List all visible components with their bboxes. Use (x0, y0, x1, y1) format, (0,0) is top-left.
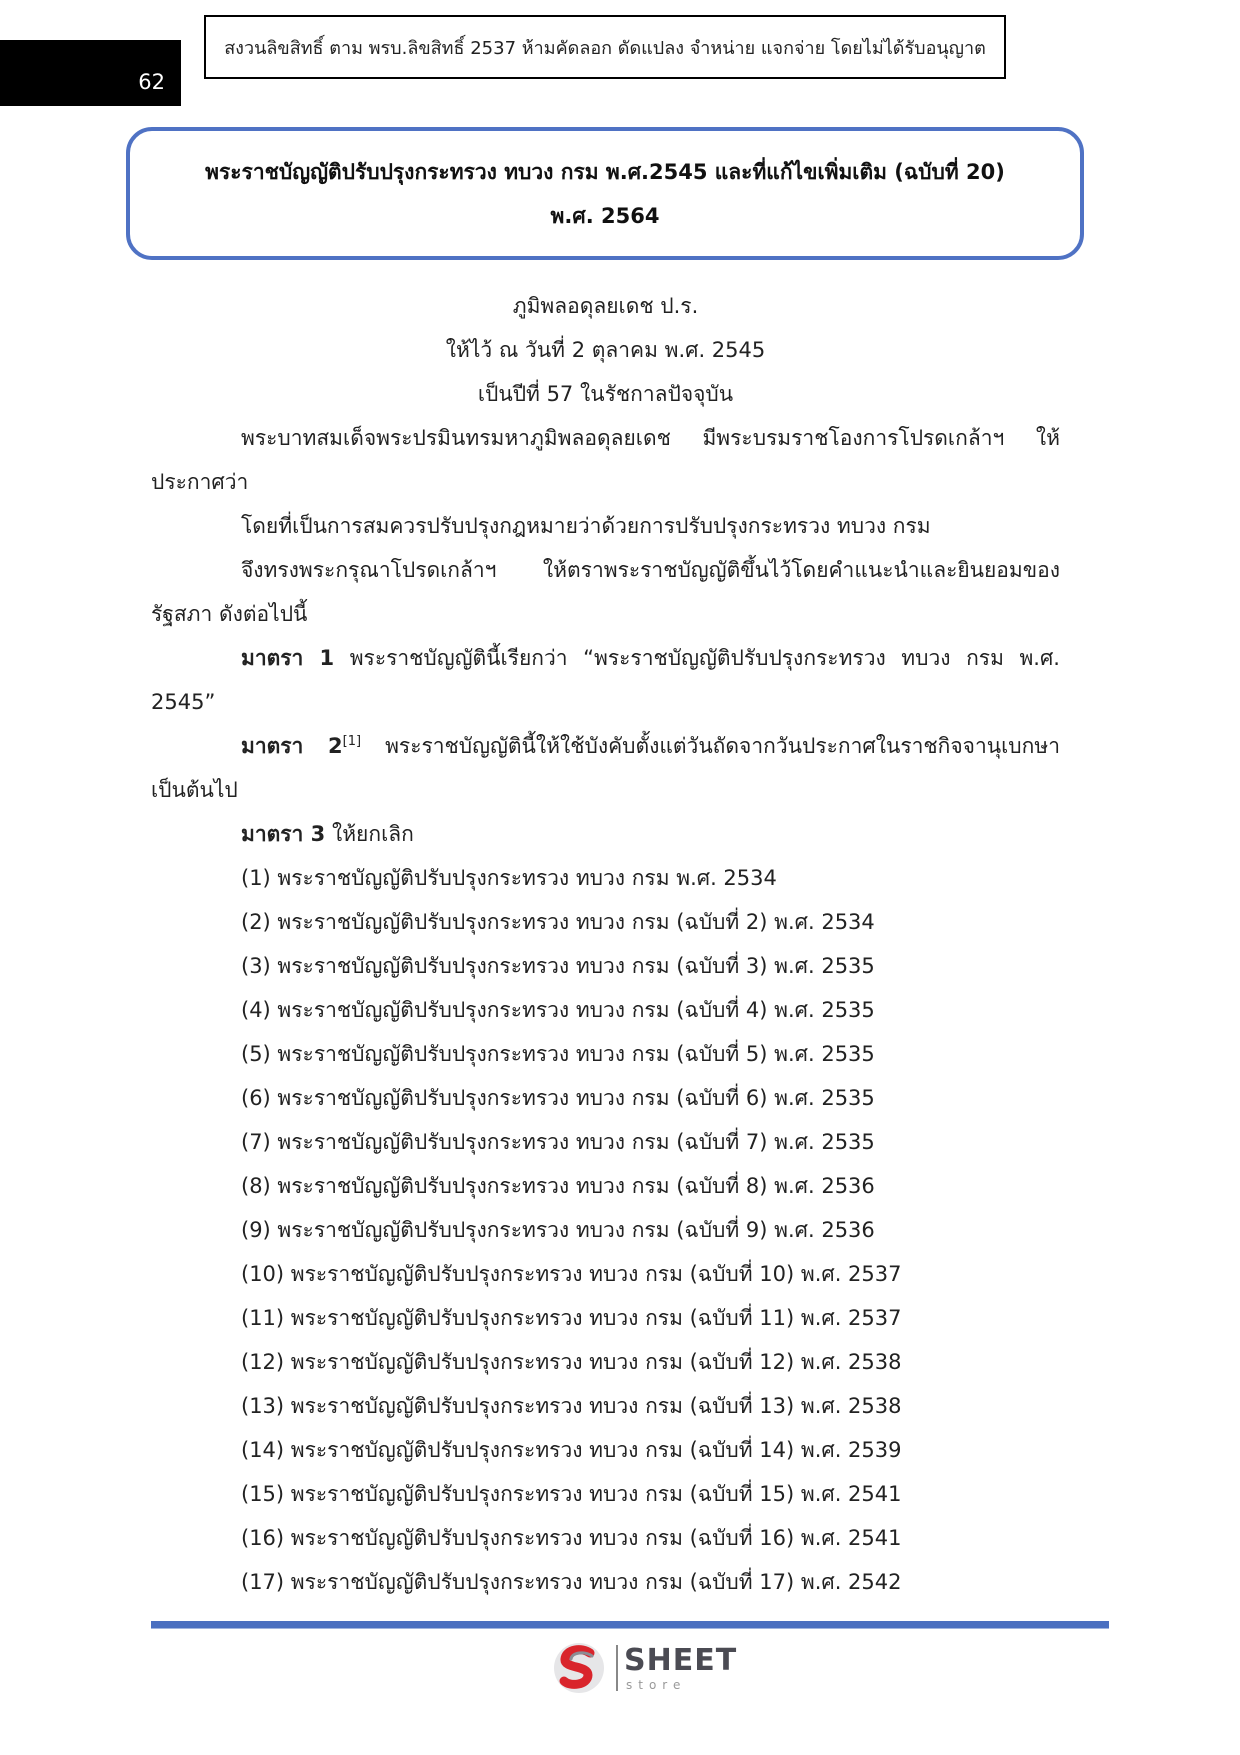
footer-divider (151, 1621, 1109, 1629)
section-1-text: พระราชบัญญัตินี้เรียกว่า “พระราชบัญญัติปรับปรุงกระทรวง ทบวง กรม พ.ศ. 2545” (151, 646, 1060, 714)
copyright-text: สงวนลิขสิทธิ์ ตาม พรบ.ลิขสิทธิ์ 2537 ห้ามคัดลอก ดัดแปลง จำหน่าย แจกจ่าย โดยไม่ได้รับอนุญาต (224, 37, 986, 59)
enactment-paragraph: จึงทรงพระกรุณาโปรดเกล้าฯ ให้ตราพระราชบัญญัติขึ้นไว้โดยคำแนะนำและยินยอมของรัฐสภา ดังต่อไปนี้ (151, 558, 1060, 626)
list-item: (7) พระราชบัญญัติปรับปรุงกระทรวง ทบวง กรม (ฉบับที่ 7) พ.ศ. 2535 (241, 1130, 875, 1154)
given-date: ให้ไว้ ณ วันที่ 2 ตุลาคม พ.ศ. 2545 (445, 338, 766, 362)
section-3 (151, 812, 1060, 856)
document-title: พระราชบัญญัติปรับปรุงกระทรวง ทบวง กรม พ.ศ.2545 และที่แก้ไขเพิ่มเติม (ฉบับที่ 20) พ.ศ. 2564 (205, 159, 1005, 228)
section-1 (151, 636, 1060, 724)
list-item: (14) พระราชบัญญัติปรับปรุงกระทรวง ทบวง กรม (ฉบับที่ 14) พ.ศ. 2539 (241, 1438, 902, 1462)
sheet-store-logo-icon (552, 1641, 606, 1695)
list-item: (16) พระราชบัญญัติปรับปรุงกระทรวง ทบวง กรม (ฉบับที่ 16) พ.ศ. 2541 (241, 1526, 902, 1550)
section-3-text: ให้ยกเลิก (325, 822, 414, 846)
title-box (126, 127, 1084, 260)
section-2 (151, 724, 1060, 812)
list-item: (11) พระราชบัญญัติปรับปรุงกระทรวง ทบวง กรม (ฉบับที่ 11) พ.ศ. 2537 (241, 1306, 902, 1330)
list-item: (8) พระราชบัญญัติปรับปรุงกระทรวง ทบวง กรม (ฉบับที่ 8) พ.ศ. 2536 (241, 1174, 875, 1198)
repealed-list (151, 856, 1060, 1604)
list-item: (17) พระราชบัญญัติปรับปรุงกระทรวง ทบวง กรม (ฉบับที่ 17) พ.ศ. 2542 (241, 1570, 902, 1594)
list-item: (3) พระราชบัญญัติปรับปรุงกระทรวง ทบวง กรม (ฉบับที่ 3) พ.ศ. 2535 (241, 954, 875, 978)
list-item: (13) พระราชบัญญัติปรับปรุงกระทรวง ทบวง กรม (ฉบับที่ 13) พ.ศ. 2538 (241, 1394, 902, 1418)
section-2-label: มาตรา 2 (241, 734, 343, 758)
rationale-paragraph: โดยที่เป็นการสมควรปรับปรุงกฎหมายว่าด้วยการปรับปรุงกระทรวง ทบวง กรม (241, 514, 931, 538)
logo-wordmark: SHEET (624, 1643, 738, 1678)
logo-separator (616, 1645, 618, 1691)
royal-signature: ภูมิพลอดุลยเดช ป.ร. (512, 294, 699, 318)
page-number: 62 (138, 70, 165, 94)
section-2-text: พระราชบัญญัตินี้ให้ใช้บังคับตั้งแต่วันถัดจากวันประกาศในราชกิจจานุเบกษาเป็นต้นไป (151, 734, 1060, 802)
list-item: (12) พระราชบัญญัติปรับปรุงกระทรวง ทบวง กรม (ฉบับที่ 12) พ.ศ. 2538 (241, 1350, 902, 1374)
section-1-label: มาตรา 1 (241, 646, 335, 670)
preamble-paragraph: พระบาทสมเด็จพระปรมินทรมหาภูมิพลอดุลยเดช มีพระบรมราชโองการโปรดเกล้าฯ ให้ประกาศว่า (151, 426, 1060, 494)
logo-subtext: store (626, 1678, 687, 1692)
list-item: (1) พระราชบัญญัติปรับปรุงกระทรวง ทบวง กรม พ.ศ. 2534 (241, 866, 777, 890)
sheet-store-logo (552, 1641, 738, 1697)
section-3-label: มาตรา 3 (241, 822, 326, 846)
reign-year: เป็นปีที่ 57 ในรัชกาลปัจจุบัน (477, 382, 734, 406)
list-item: (15) พระราชบัญญัติปรับปรุงกระทรวง ทบวง กรม (ฉบับที่ 15) พ.ศ. 2541 (241, 1482, 902, 1506)
list-item: (4) พระราชบัญญัติปรับปรุงกระทรวง ทบวง กรม (ฉบับที่ 4) พ.ศ. 2535 (241, 998, 875, 1022)
list-item: (6) พระราชบัญญัติปรับปรุงกระทรวง ทบวง กรม (ฉบับที่ 6) พ.ศ. 2535 (241, 1086, 875, 1110)
list-item: (5) พระราชบัญญัติปรับปรุงกระทรวง ทบวง กรม (ฉบับที่ 5) พ.ศ. 2535 (241, 1042, 875, 1066)
copyright-notice (204, 15, 1006, 79)
list-item: (2) พระราชบัญญัติปรับปรุงกระทรวง ทบวง กรม (ฉบับที่ 2) พ.ศ. 2534 (241, 910, 875, 934)
list-item: (9) พระราชบัญญัติปรับปรุงกระทรวง ทบวง กรม (ฉบับที่ 9) พ.ศ. 2536 (241, 1218, 875, 1242)
page-number-tab (0, 40, 181, 106)
document-body (151, 284, 1060, 1604)
list-item: (10) พระราชบัญญัติปรับปรุงกระทรวง ทบวง กรม (ฉบับที่ 10) พ.ศ. 2537 (241, 1262, 902, 1286)
footnote-ref[interactable]: [1] (342, 734, 362, 749)
